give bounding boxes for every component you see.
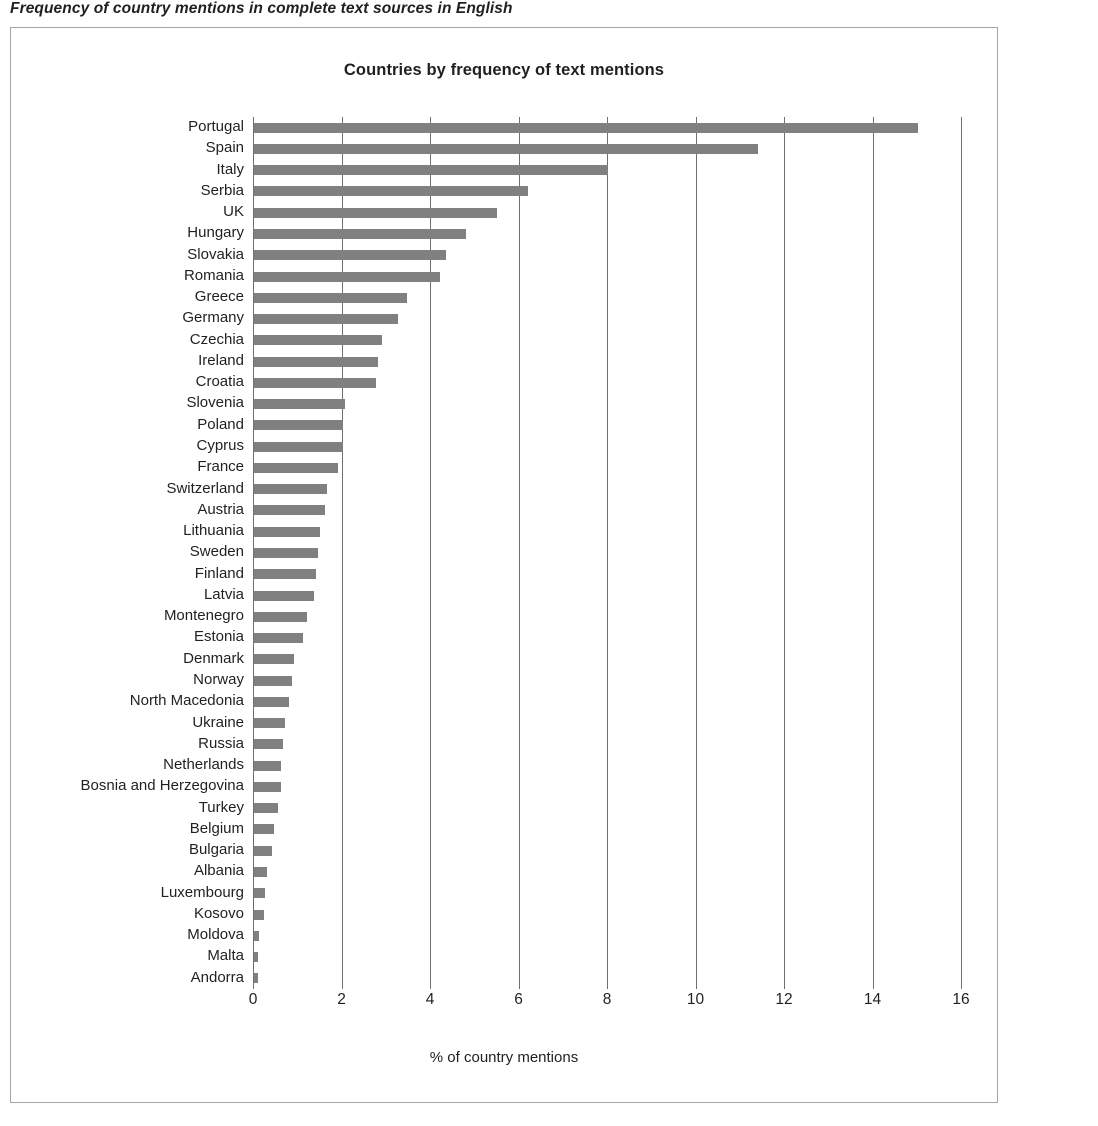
category-label: Finland — [194, 564, 244, 582]
category-label: Montenegro — [163, 607, 244, 625]
category-label: Slovakia — [187, 245, 244, 263]
bar — [254, 739, 283, 749]
bar — [254, 293, 407, 303]
bar-row — [182, 308, 961, 329]
category-label: Greece — [194, 288, 244, 306]
x-tick-label: 12 — [775, 991, 793, 1008]
category-label: Hungary — [187, 224, 244, 242]
bar-row — [188, 840, 961, 861]
x-tick-label: 16 — [952, 991, 970, 1008]
bar — [254, 442, 343, 452]
category-label: Slovenia — [186, 394, 244, 412]
bar — [254, 824, 274, 834]
x-tick-label: 2 — [337, 991, 346, 1008]
gridline — [961, 117, 962, 989]
category-label: Portugal — [188, 118, 244, 135]
bar-row — [189, 330, 961, 351]
figure-caption: Frequency of country mentions in complete text sources in English — [10, 0, 513, 17]
bar — [254, 123, 918, 133]
bar-row — [205, 138, 961, 159]
bar — [254, 591, 314, 601]
x-tick-label: 14 — [863, 991, 882, 1008]
category-label: Estonia — [193, 628, 244, 646]
bar — [254, 208, 497, 218]
bar-row — [194, 287, 961, 308]
bar — [254, 335, 382, 345]
bar — [254, 527, 320, 537]
bar-row — [223, 202, 961, 223]
bar-row — [190, 968, 961, 989]
category-label: Czechia — [189, 330, 244, 348]
plot-area — [80, 117, 961, 989]
bar — [254, 803, 278, 813]
bar-rows — [80, 117, 961, 989]
bar-row — [187, 925, 961, 946]
bar-row — [203, 585, 961, 606]
bar — [254, 165, 608, 175]
bar-row — [192, 713, 961, 734]
bar-row — [216, 160, 961, 181]
bar — [254, 463, 338, 473]
bar-row — [183, 266, 961, 287]
bar-row — [193, 861, 961, 882]
category-label: Russia — [198, 734, 244, 752]
figure-frame — [10, 27, 998, 1103]
bar-row — [187, 223, 961, 244]
bar — [254, 888, 265, 898]
bar-row — [193, 670, 961, 691]
category-label: Spain — [205, 139, 244, 157]
bar — [254, 420, 343, 430]
bar — [254, 357, 378, 367]
bar-row — [166, 479, 961, 500]
category-label: Italy — [216, 160, 244, 178]
category-label: Moldova — [187, 926, 244, 944]
bar — [254, 186, 528, 196]
bar-row — [198, 734, 961, 755]
category-label: Cyprus — [196, 437, 244, 455]
bar — [254, 761, 281, 771]
bar — [254, 910, 264, 920]
x-tick-label: 6 — [514, 991, 523, 1008]
bar-row — [197, 415, 961, 436]
bar — [254, 229, 466, 239]
bar-row — [187, 245, 961, 266]
category-label: Denmark — [183, 649, 244, 667]
bar-row — [197, 500, 961, 521]
bar — [254, 250, 446, 260]
bar — [254, 718, 285, 728]
category-label: Albania — [193, 862, 244, 880]
bar-row — [195, 372, 961, 393]
bar-row — [197, 457, 961, 478]
bar-row — [129, 691, 961, 712]
bar-row — [198, 798, 961, 819]
bar — [254, 846, 272, 856]
bar-row — [160, 883, 961, 904]
category-label: Sweden — [189, 543, 244, 561]
x-tick-label: 10 — [686, 991, 705, 1008]
bar — [254, 867, 267, 877]
bar-row — [188, 117, 961, 138]
category-label: UK — [223, 203, 244, 221]
category-label: North Macedonia — [129, 692, 244, 710]
category-label: Romania — [183, 266, 244, 284]
category-label: Malta — [207, 947, 244, 965]
category-label: Ukraine — [192, 713, 244, 731]
bar — [254, 314, 398, 324]
category-label: Croatia — [195, 373, 244, 391]
category-label: Bosnia and Herzegovina — [80, 777, 244, 795]
bar — [254, 378, 376, 388]
bar-row — [196, 436, 961, 457]
category-label: Germany — [182, 309, 244, 327]
bar-row — [163, 606, 961, 627]
bar — [254, 399, 345, 409]
category-label: Belgium — [189, 819, 244, 837]
bar-row — [183, 521, 961, 542]
category-label: Serbia — [200, 181, 244, 199]
bar — [254, 505, 325, 515]
chart-title: Countries by frequency of text mentions — [343, 61, 665, 79]
x-tick-label: 4 — [425, 991, 435, 1008]
category-label: Norway — [193, 670, 244, 688]
bar-row — [194, 564, 961, 585]
bar-row — [183, 649, 961, 670]
bar-row — [186, 393, 961, 414]
bar — [254, 484, 327, 494]
bar-row — [193, 627, 961, 648]
category-label: Ireland — [198, 351, 244, 369]
bar — [254, 612, 307, 622]
category-label: Kosovo — [193, 904, 244, 922]
bar — [254, 633, 303, 643]
x-axis-title: % of country mentions — [429, 1049, 579, 1066]
bar — [254, 952, 258, 962]
category-label: Bulgaria — [188, 841, 244, 859]
bar-row — [198, 351, 961, 372]
category-label: Luxembourg — [160, 883, 244, 901]
bar-row — [80, 776, 961, 797]
x-tick-label: 8 — [602, 991, 612, 1008]
bar — [254, 144, 758, 154]
bar — [254, 676, 292, 686]
bar-row — [189, 819, 961, 840]
bar — [254, 569, 316, 579]
category-label: Latvia — [203, 585, 244, 603]
category-label: Austria — [197, 500, 244, 518]
bar — [254, 973, 258, 983]
bar-row — [189, 542, 961, 563]
bar-row — [163, 755, 961, 776]
category-label: France — [197, 458, 244, 476]
category-label: Andorra — [190, 968, 244, 986]
category-label: Switzerland — [166, 479, 244, 497]
category-label: Lithuania — [183, 522, 244, 540]
category-label: Netherlands — [163, 756, 244, 774]
bar — [254, 782, 281, 792]
bar-row — [200, 181, 961, 202]
x-tick-label: 0 — [248, 991, 258, 1008]
bar-row — [207, 946, 961, 967]
bar — [254, 548, 318, 558]
bar-row — [193, 904, 961, 925]
x-axis-tick-labels — [248, 991, 970, 1015]
category-label: Poland — [197, 415, 244, 433]
bar — [254, 931, 259, 941]
bar — [254, 654, 294, 664]
category-label: Turkey — [198, 798, 244, 816]
bar — [254, 697, 289, 707]
bar — [254, 272, 440, 282]
